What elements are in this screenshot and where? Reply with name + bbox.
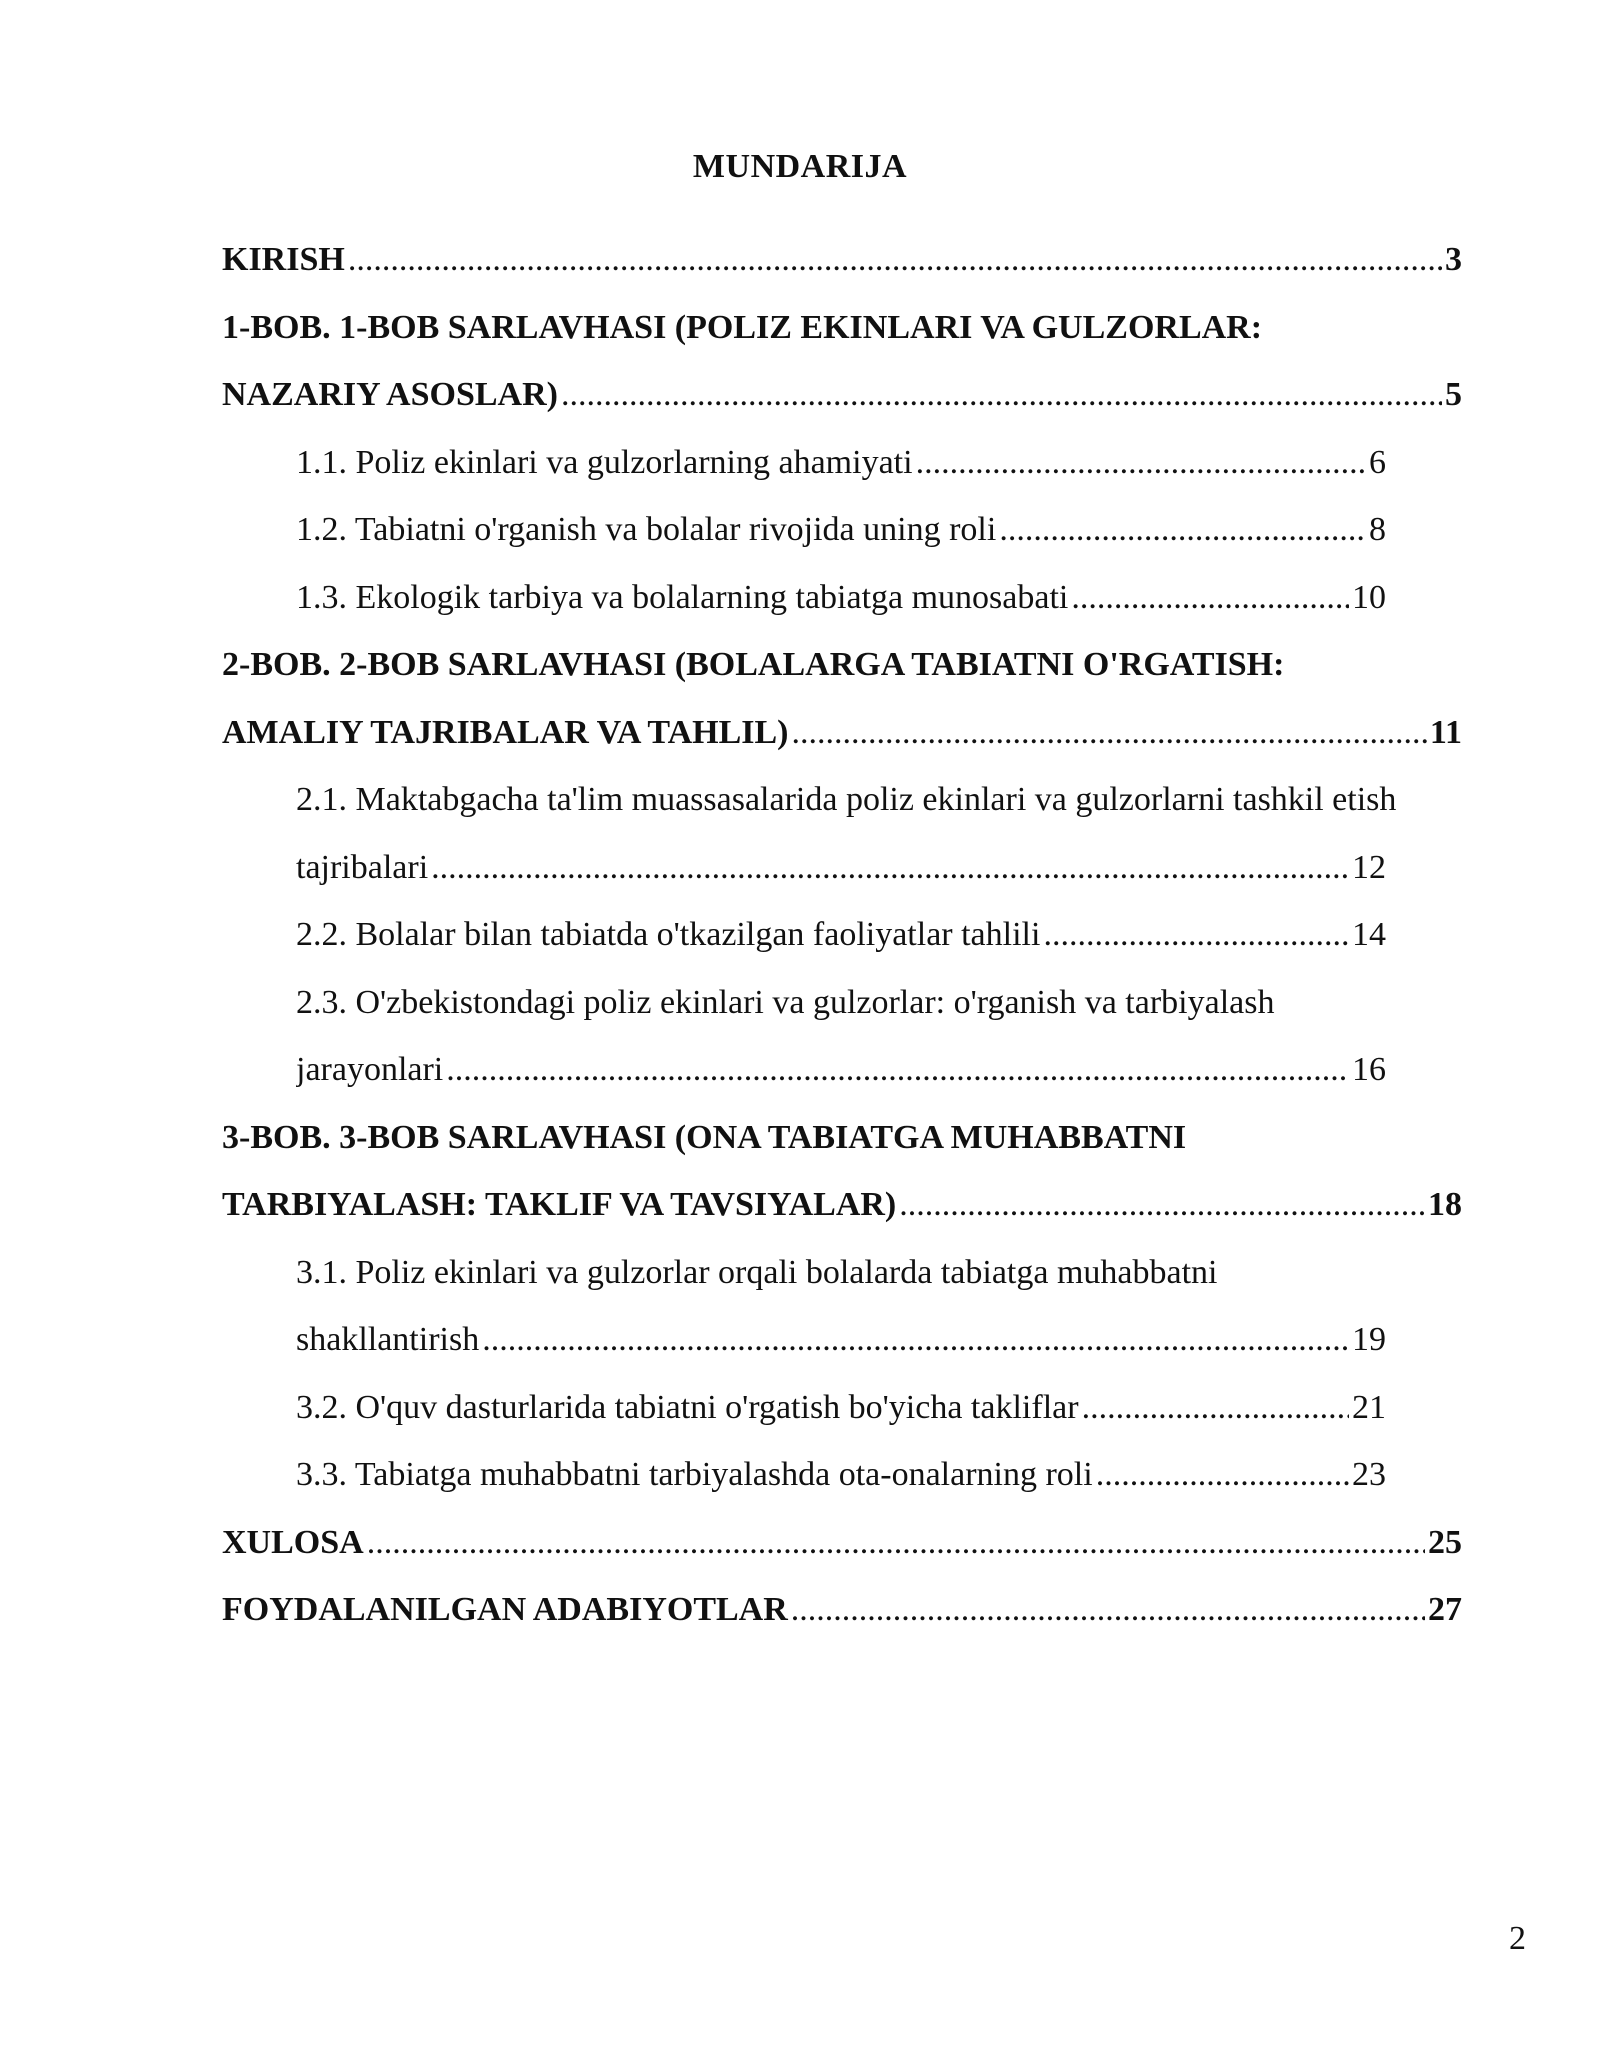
toc-page-number: 19 — [1352, 1321, 1386, 1358]
toc-page-number: 27 — [1428, 1591, 1462, 1628]
page-number: 2 — [1509, 1920, 1526, 1957]
dot-leader — [1082, 1386, 1349, 1430]
dot-leader — [899, 1183, 1425, 1227]
dot-leader — [367, 1521, 1425, 1565]
toc-page-number: 14 — [1352, 916, 1386, 953]
dot-leader — [446, 1048, 1349, 1092]
toc-page-number: 12 — [1352, 848, 1386, 886]
dot-leader — [431, 846, 1349, 890]
toc-page-number: 16 — [1352, 1051, 1386, 1088]
toc-page-number: 21 — [1352, 1388, 1386, 1426]
dot-leader — [999, 508, 1366, 552]
toc-page-number: 11 — [1429, 713, 1462, 751]
dot-leader — [916, 441, 1366, 485]
toc-page-number: 10 — [1352, 578, 1386, 616]
dot-leader — [1096, 1453, 1349, 1497]
dot-leader — [348, 238, 1442, 282]
toc-entry-text: 3.1. Poliz ekinlari va gulzorlar orqali bolalarda tabiatga muhabbatni — [296, 1253, 1218, 1291]
toc-entry-text: XULOSA — [222, 1523, 364, 1561]
dot-leader — [482, 1318, 1349, 1362]
toc-page-number: 8 — [1369, 511, 1386, 548]
toc-entry-text: jarayonlari — [296, 1051, 444, 1088]
toc-entry-text: shakllantirish — [296, 1321, 480, 1358]
toc-page-number: 25 — [1428, 1523, 1462, 1561]
toc-entry-text: 3-BOB. 3-BOB SARLAVHASI (ONA TABIATGA MUHABBATNI — [222, 1118, 1187, 1156]
toc-entry-text: 2-BOB. 2-BOB SARLAVHASI (BOLALARGA TABIATNI O'RGATISH: — [222, 646, 1285, 683]
toc-page-number: 5 — [1445, 376, 1462, 413]
page-title: MUNDARIJA — [692, 148, 908, 185]
dot-leader — [1043, 913, 1349, 957]
dot-leader — [791, 711, 1426, 755]
toc-entry-text: 2.2. Bolalar bilan tabiatda o'tkazilgan faoliyatlar tahlili — [296, 916, 1041, 953]
toc-entry-text: 2.3. O'zbekistondagi poliz ekinlari va gulzorlar: o'rganish va tarbiyalash — [296, 983, 1275, 1021]
toc-page-number: 23 — [1352, 1456, 1386, 1493]
dot-leader — [561, 373, 1442, 417]
toc-entry-text: FOYDALANILGAN ADABIYOTLAR — [222, 1591, 788, 1628]
toc-entry-text: TARBIYALASH: TAKLIF VA TAVSIYALAR) — [222, 1186, 897, 1223]
toc-entry-text: 2.1. Maktabgacha ta'lim muassasalarida poliz ekinlari va gulzorlarni tashkil etish — [296, 781, 1397, 818]
toc-entry-text: 1.1. Poliz ekinlari va gulzorlarning ahamiyati — [296, 443, 913, 481]
toc-entry-text: 1.3. Ekologik tarbiya va bolalarning tabiatga munosabati — [296, 578, 1069, 616]
toc-page-number: 3 — [1445, 241, 1462, 278]
toc-entry-text: KIRISH — [222, 241, 345, 278]
toc-entry-text: NAZARIY ASOSLAR) — [222, 376, 558, 413]
dot-leader — [1071, 576, 1349, 620]
toc-page-number: 6 — [1369, 443, 1386, 481]
toc-entry-text: tajribalari — [296, 848, 429, 886]
toc-entry-text: 3.2. O'quv dasturlarida tabiatni o'rgatish bo'yicha takliflar — [296, 1388, 1079, 1426]
dot-leader — [791, 1588, 1425, 1632]
toc-page-number: 18 — [1428, 1186, 1462, 1223]
toc-entry-text: 1-BOB. 1-BOB SARLAVHASI (POLIZ EKINLARI VA GULZORLAR: — [222, 308, 1263, 346]
toc-entry-text: 3.3. Tabiatga muhabbatni tarbiyalashda ota-onalarning roli — [296, 1456, 1093, 1493]
toc-entry-text: AMALIY TAJRIBALAR VA TAHLIL) — [222, 713, 789, 751]
toc-entry-text: 1.2. Tabiatni o'rganish va bolalar rivojida uning roli — [296, 511, 997, 548]
